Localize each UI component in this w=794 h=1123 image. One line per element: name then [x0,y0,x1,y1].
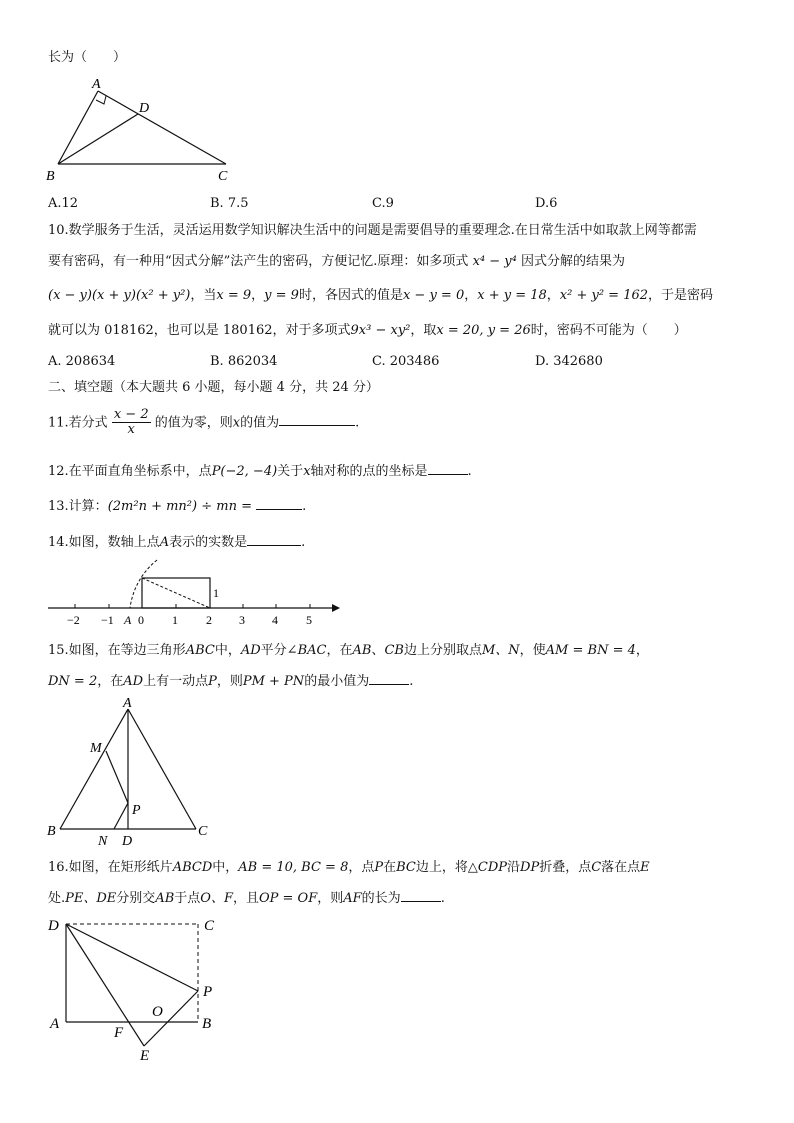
q9-stem-tail: 长为（ ） [48,50,127,65]
q9-label-c: C [218,169,228,184]
q14-tick-2: 2 [206,613,212,627]
q10-option-b: B. 862034 [210,354,278,369]
q15-line2: DN = 2，在AD上有一动点P，则PM + PN的最小值为 . [48,674,414,689]
q14-tick-a: A [124,613,132,627]
q9-option-b: B. 7.5 [210,196,249,211]
q15-line1: 15.如图，在等边三角形ABC中，AD平分∠BAC，在AB、CB边上分别取点M、N，使AM = BN = 4， [48,643,649,658]
q11-answer-blank [279,413,355,426]
q11-fraction: $\frac{x - 2}{x}$ [113,407,149,438]
q15-answer-blank [369,672,409,685]
q13-answer-blank [256,497,302,510]
q14-rect-label: 1 [213,586,219,600]
q16-label-p: P [203,984,213,1000]
q12: 12.在平面直角坐标系中，点P(−2, −4)关于x轴对称的点的坐标是 . [48,464,472,479]
q9-label-b: B [46,169,55,184]
q15-label-c: C [198,824,208,839]
q12-answer-blank [428,462,468,475]
section-title: 二、填空题（本大题共 6 小题，每小题 4 分，共 24 分） [48,380,379,395]
q16-label-c: C [204,918,215,934]
q14-tick-4: 4 [272,613,278,627]
q16-answer-blank [401,889,441,902]
q9-figure [40,74,240,186]
q15-label-p: P [132,803,141,818]
q14-tick-m2: −2 [67,613,80,627]
q9-option-d: D.6 [535,196,558,211]
q13: 13.计算：(2m²n + mn²) ÷ mn = . [48,499,307,514]
q16-label-e: E [140,1048,150,1062]
q14-tick-5: 5 [306,613,312,627]
q15-label-a: A [123,696,132,711]
q14-tick-0: 0 [138,613,144,627]
q16-label-a: A [50,1016,60,1032]
q10-line1: 10.数学服务于生活，灵活运用数学知识解决生活中的问题是需要倡导的重要理念.在日常生活中如取款上网等都需 [48,223,697,238]
q9-option-a: A.12 [48,196,79,211]
q14-answer-blank [247,533,301,546]
q16-figure [40,912,240,1062]
q10-line4: 就可以为 018162，也可以是 180162，对于多项式9x³ − xy²，取x = 20, y = 26时，密码不可能为（ ） [48,323,687,338]
q10-option-a: A. 208634 [48,354,116,369]
q15-label-d: D [122,834,133,847]
q15-label-m: M [90,741,102,756]
q9-label-d: D [139,101,150,116]
q16-line2: 处.PE、DE分别交AB于点O、F，且OP = OF，则AF的长为 . [48,891,445,906]
q16-line1: 16.如图，在矩形纸片ABCD中，AB = 10, BC = 8，点P在BC边上，将△CDP沿DP折叠，点C落在点E [48,860,650,875]
q16-label-f: F [114,1025,124,1041]
q14-tick-3: 3 [239,613,245,627]
q10-line2: 要有密码，有一种用“因式分解”法产生的密码，方便记忆.原理：如多项式 x⁴ − y⁴ 因式分解的结果为 [48,254,625,269]
q16-label-o: O [152,1004,163,1020]
q10-option-d: D. 342680 [535,354,603,369]
q10-line3: (x − y)(x + y)(x² + y²)，当x = 9，y = 9时，各因式的值是x − y = 0，x + y = 18，x² + y² = 162，于是密码 [48,288,714,303]
q15-label-b: B [47,824,56,839]
q10-option-c: C. 203486 [372,354,440,369]
q14-tick-m1: −1 [101,613,114,627]
q14: 14.如图，数轴上点A表示的实数是 . [48,535,306,550]
q15-label-n: N [98,834,108,847]
q14-number-line [40,558,350,630]
q9-label-a: A [92,77,101,92]
q15-figure [40,695,220,847]
q9-option-c: C.9 [372,196,394,211]
q14-tick-1: 1 [172,613,178,627]
q16-label-d: D [48,918,59,934]
q16-label-b: B [202,1016,212,1032]
q11: 11.若分式 $\frac{x - 2}{x}$ 的值为零，则x的值为 . [48,407,360,438]
